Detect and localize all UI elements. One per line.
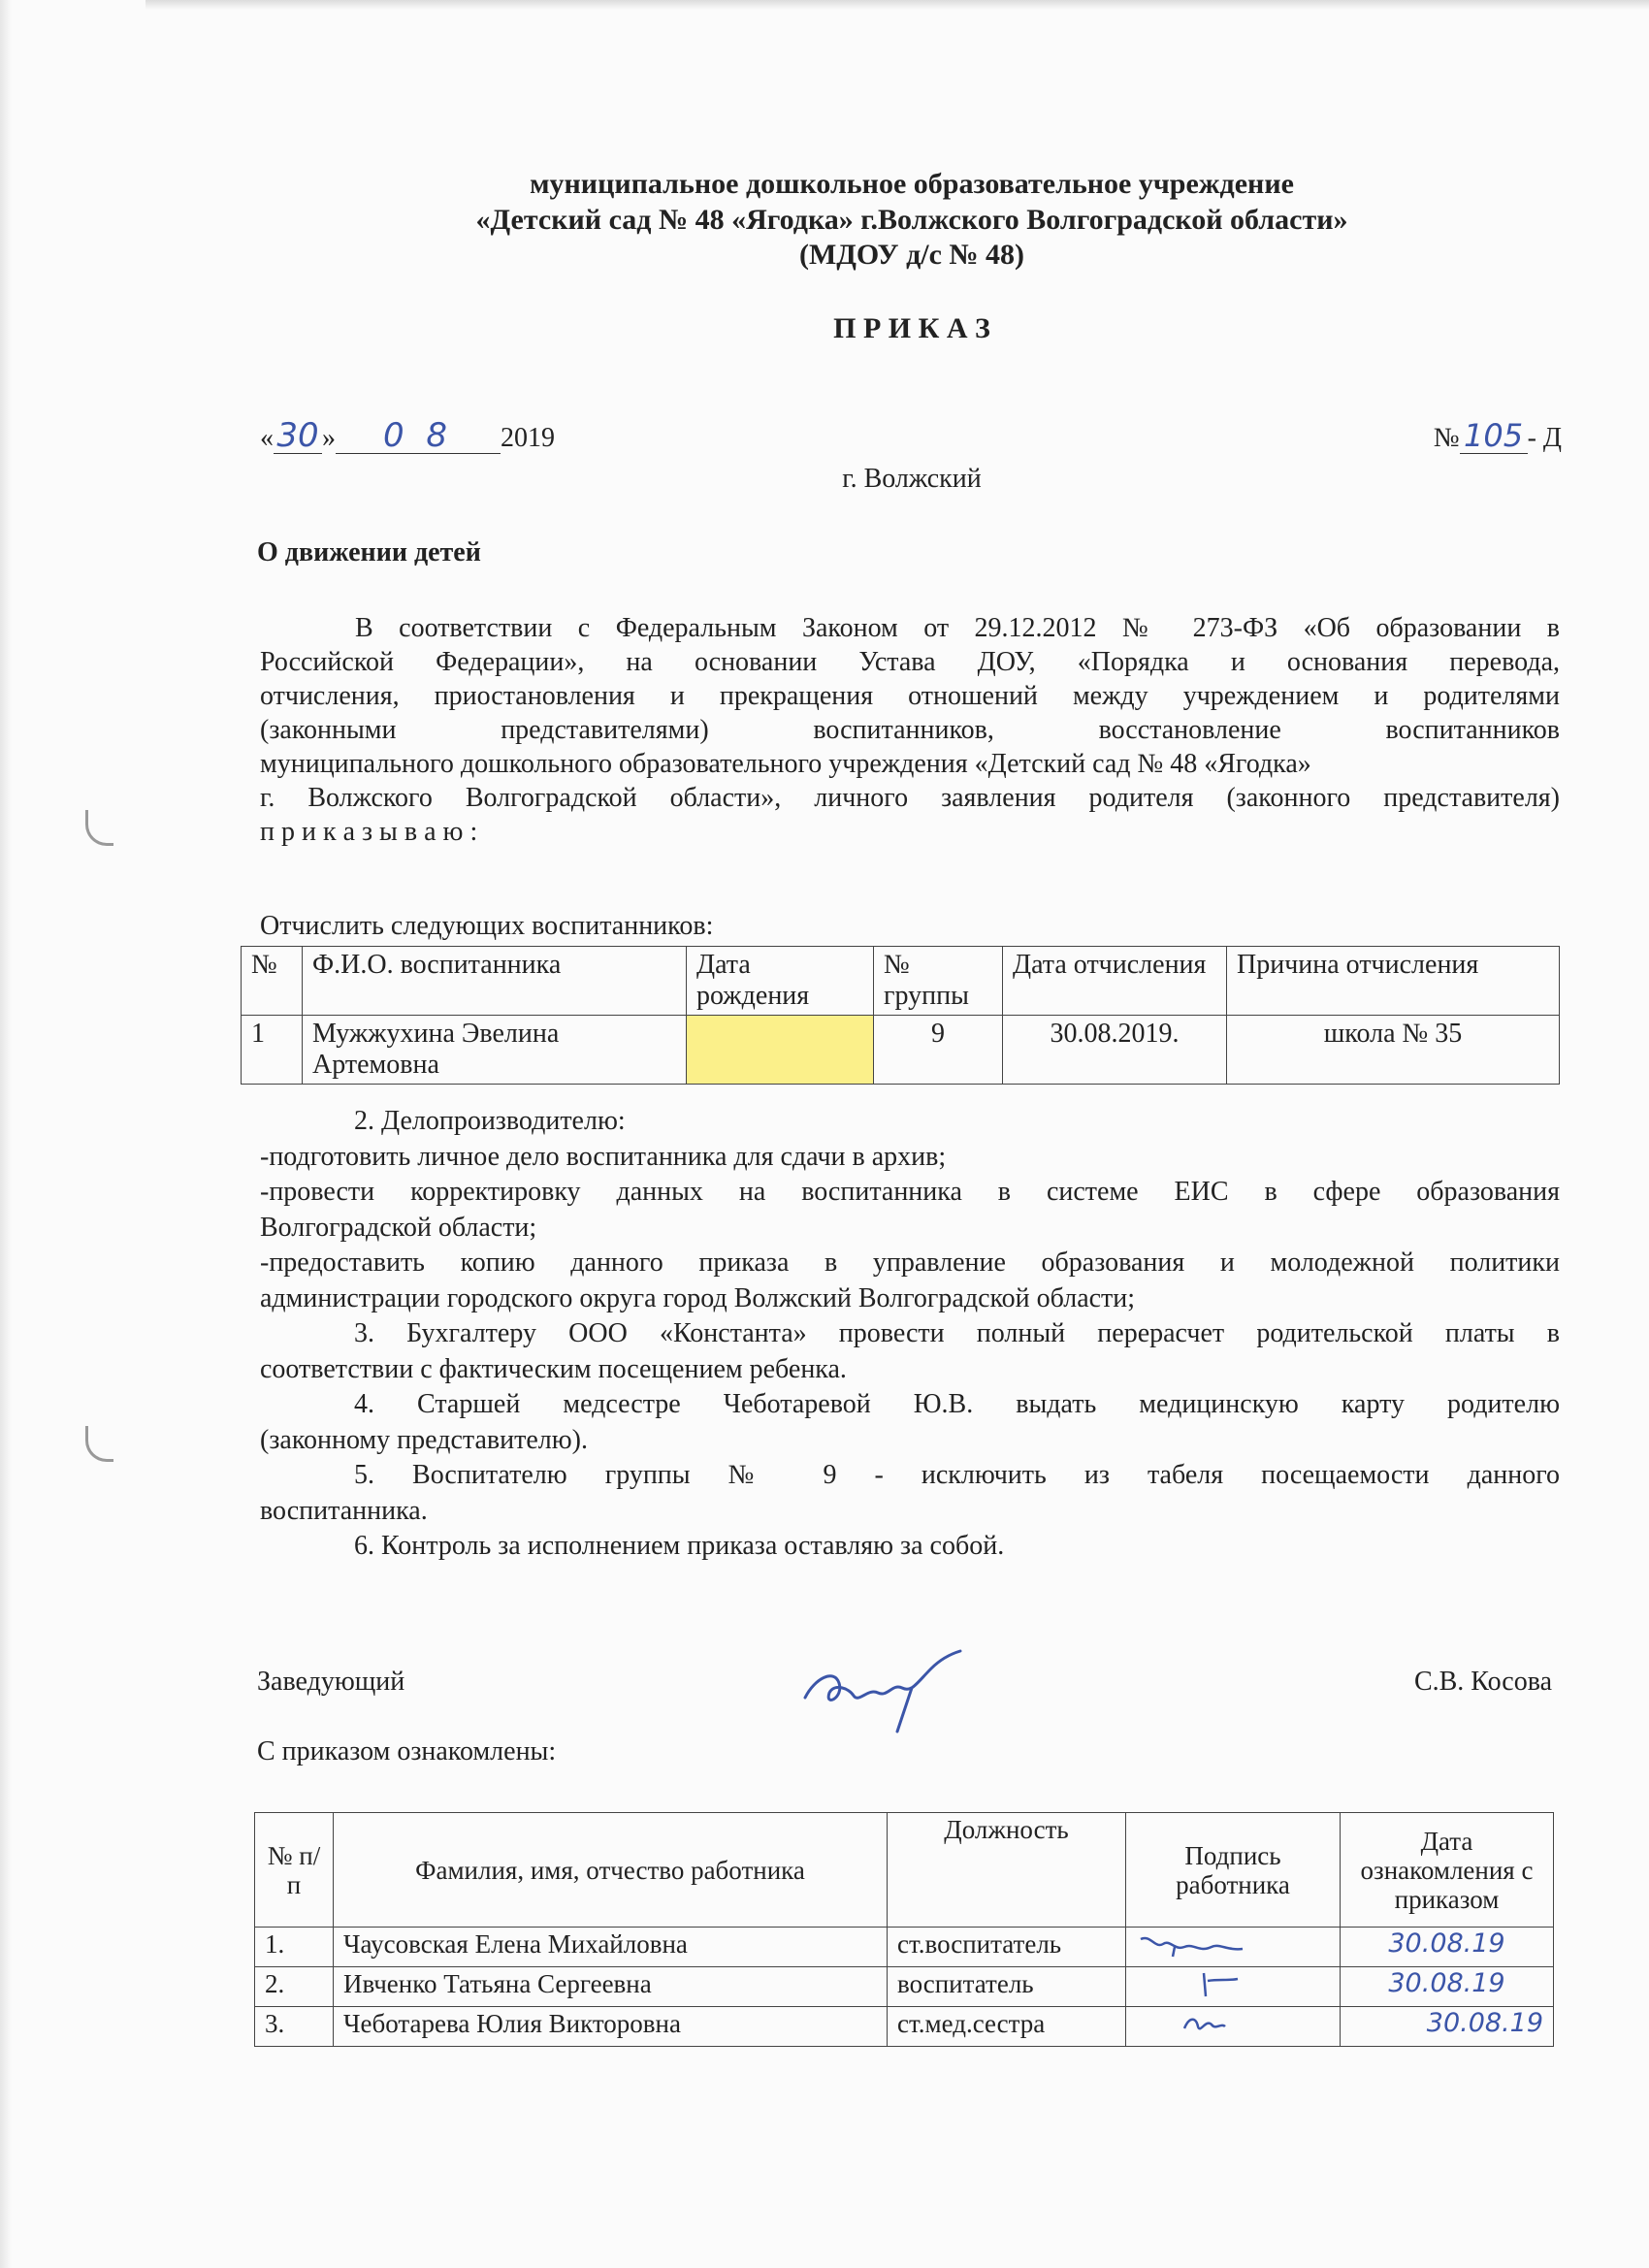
- cell-position: воспитатель: [888, 1967, 1126, 2007]
- preamble-line: п р и к а з ы в а ю :: [260, 817, 478, 847]
- table-header-row: [242, 947, 1560, 1016]
- order-item: соответствии с фактическим посещением ребенка.: [260, 1353, 847, 1384]
- org-name-line1: муниципальное дошкольное образовательное учреждение: [530, 168, 1294, 200]
- cell-group: 9: [874, 1016, 1003, 1085]
- org-name-line2: «Детский сад № 48 «Ягодка» г.Волжского Волгоградской области»: [475, 204, 1348, 236]
- table-row: [255, 1928, 1554, 1967]
- date-day: 30: [274, 419, 322, 454]
- number-sign: №: [1433, 423, 1460, 453]
- cell-signature: [1126, 1928, 1341, 1967]
- ack-heading: С приказом ознакомлены:: [257, 1736, 557, 1766]
- col-header: Дата рождения: [687, 947, 874, 1016]
- order-subject: О движении детей: [257, 537, 481, 567]
- signatory-name: С.В. Косова: [1413, 1667, 1552, 1697]
- order-item: 5. Воспитателю группы № 9 - исключить из табеля посещаемости данного: [354, 1460, 1560, 1490]
- expel-heading: Отчислить следующих воспитанников:: [260, 911, 714, 941]
- cell-employee-name: Чаусовская Елена Михайловна: [334, 1928, 888, 1967]
- quote-close: »: [322, 423, 336, 453]
- preamble-line: В соответствии с Федеральным Законом от 29.12.2012 № 273-ФЗ «Об образовании в: [355, 613, 1560, 643]
- col-header: №: [242, 947, 303, 1016]
- date-year: 2019: [501, 423, 555, 453]
- col-header: № п/п: [255, 1813, 334, 1928]
- order-item: воспитанника.: [260, 1495, 428, 1526]
- order-item: 6. Контроль за исполнением приказа оставляю за собой.: [354, 1531, 1005, 1561]
- order-item: 4. Старшей медсестре Чеботаревой Ю.В. выдать медицинскую карту родителю: [354, 1389, 1560, 1419]
- order-item: Волгоградской области;: [260, 1212, 537, 1243]
- order-item: -подготовить личное дело воспитанника для сдачи в архив;: [260, 1141, 947, 1172]
- preamble-line: отчисления, приостановления и прекращения отношений между учреждением и родителями: [260, 681, 1560, 711]
- cell-expel-date: 30.08.2019.: [1003, 1016, 1227, 1085]
- cell-ack-date: 30.08.19: [1341, 1928, 1554, 1967]
- director-signature: [795, 1639, 970, 1736]
- pupils-table: [241, 946, 1560, 1085]
- punch-hole-mark: [85, 810, 113, 846]
- col-header: № группы: [874, 947, 1003, 1016]
- order-items: [260, 1104, 1560, 1565]
- order-item: администрации городского округа город Волжский Волгоградской области;: [260, 1282, 1136, 1313]
- employee-signature: [1136, 1929, 1262, 1959]
- col-header: Фамилия, имя, отчество работника: [334, 1813, 888, 1928]
- date-field: [260, 416, 580, 458]
- cell-number: 1: [242, 1016, 303, 1085]
- preamble-line: муниципального дошкольного образовательного учреждения «Детский сад № 48 «Ягодка»: [260, 749, 1311, 779]
- cell-position: ст.мед.сестра: [888, 2007, 1126, 2047]
- employee-signature: [1136, 2009, 1262, 2038]
- signatory-role: Заведующий: [257, 1667, 405, 1697]
- employee-signature: [1136, 1969, 1262, 1998]
- col-header: Ф.И.О. воспитанника: [303, 947, 687, 1016]
- cell-signature: [1126, 2007, 1341, 2047]
- quote-open: «: [260, 423, 274, 453]
- ack-table: [254, 1812, 1554, 2047]
- order-number-suffix: - Д: [1527, 423, 1562, 453]
- order-item: -предоставить копию данного приказа в управление образования и молодежной политики: [260, 1247, 1560, 1278]
- order-number-value: 105: [1460, 419, 1528, 454]
- order-number: [1397, 419, 1562, 458]
- table-row: [242, 1016, 1560, 1085]
- table-row: [255, 2007, 1554, 2047]
- date-month: 0 8: [336, 419, 501, 454]
- cell-ack-date: 30.08.19: [1341, 1967, 1554, 2007]
- order-item: 2. Делопроизводителю:: [354, 1106, 626, 1136]
- cell-number: 2.: [255, 1967, 334, 2007]
- cell-position: ст.воспитатель: [888, 1928, 1126, 1967]
- col-header: Дата ознакомления с приказом: [1341, 1813, 1554, 1928]
- cell-pupil-name: Мужжухина Эвелина Артемовна: [303, 1016, 687, 1085]
- col-header: Должность: [888, 1813, 1126, 1928]
- org-abbrev: (МДОУ д/с № 48): [798, 239, 1025, 271]
- scan-streak: [146, 0, 1649, 10]
- cell-number: 3.: [255, 2007, 334, 2047]
- cell-birth-date-redacted: [687, 1016, 874, 1085]
- order-item: (законному представителю).: [260, 1424, 588, 1455]
- cell-ack-date: 30.08.19: [1341, 2007, 1554, 2047]
- col-header: Подпись работника: [1126, 1813, 1341, 1928]
- city: г. Волжский: [842, 464, 982, 494]
- preamble-line: Российской Федерации», на основании Устава ДОУ, «Порядка и основания перевода,: [260, 647, 1560, 677]
- order-item: -провести корректировку данных на воспитанника в системе ЕИС в сфере образования: [260, 1177, 1560, 1207]
- document-type: П Р И К А З: [833, 312, 990, 344]
- cell-signature: [1126, 1967, 1341, 2007]
- col-header: Дата отчисления: [1003, 947, 1227, 1016]
- cell-reason: школа № 35: [1227, 1016, 1560, 1085]
- preamble: [260, 611, 1560, 849]
- punch-hole-mark: [85, 1426, 113, 1462]
- table-header-row: [255, 1813, 1554, 1928]
- cell-employee-name: Чеботарева Юлия Викторовна: [334, 2007, 888, 2047]
- table-row: [255, 1967, 1554, 2007]
- col-header: Причина отчисления: [1227, 947, 1560, 1016]
- cell-employee-name: Ивченко Татьяна Сергеевна: [334, 1967, 888, 2007]
- cell-number: 1.: [255, 1928, 334, 1967]
- preamble-line: г. Волжского Волгоградской области», личного заявления родителя (законного представителя): [260, 783, 1560, 813]
- order-item: 3. Бухгалтеру ООО «Константа» провести полный перерасчет родительской платы в: [354, 1318, 1560, 1348]
- preamble-line: (законными представителями) воспитанников, восстановление воспитанников: [260, 715, 1560, 745]
